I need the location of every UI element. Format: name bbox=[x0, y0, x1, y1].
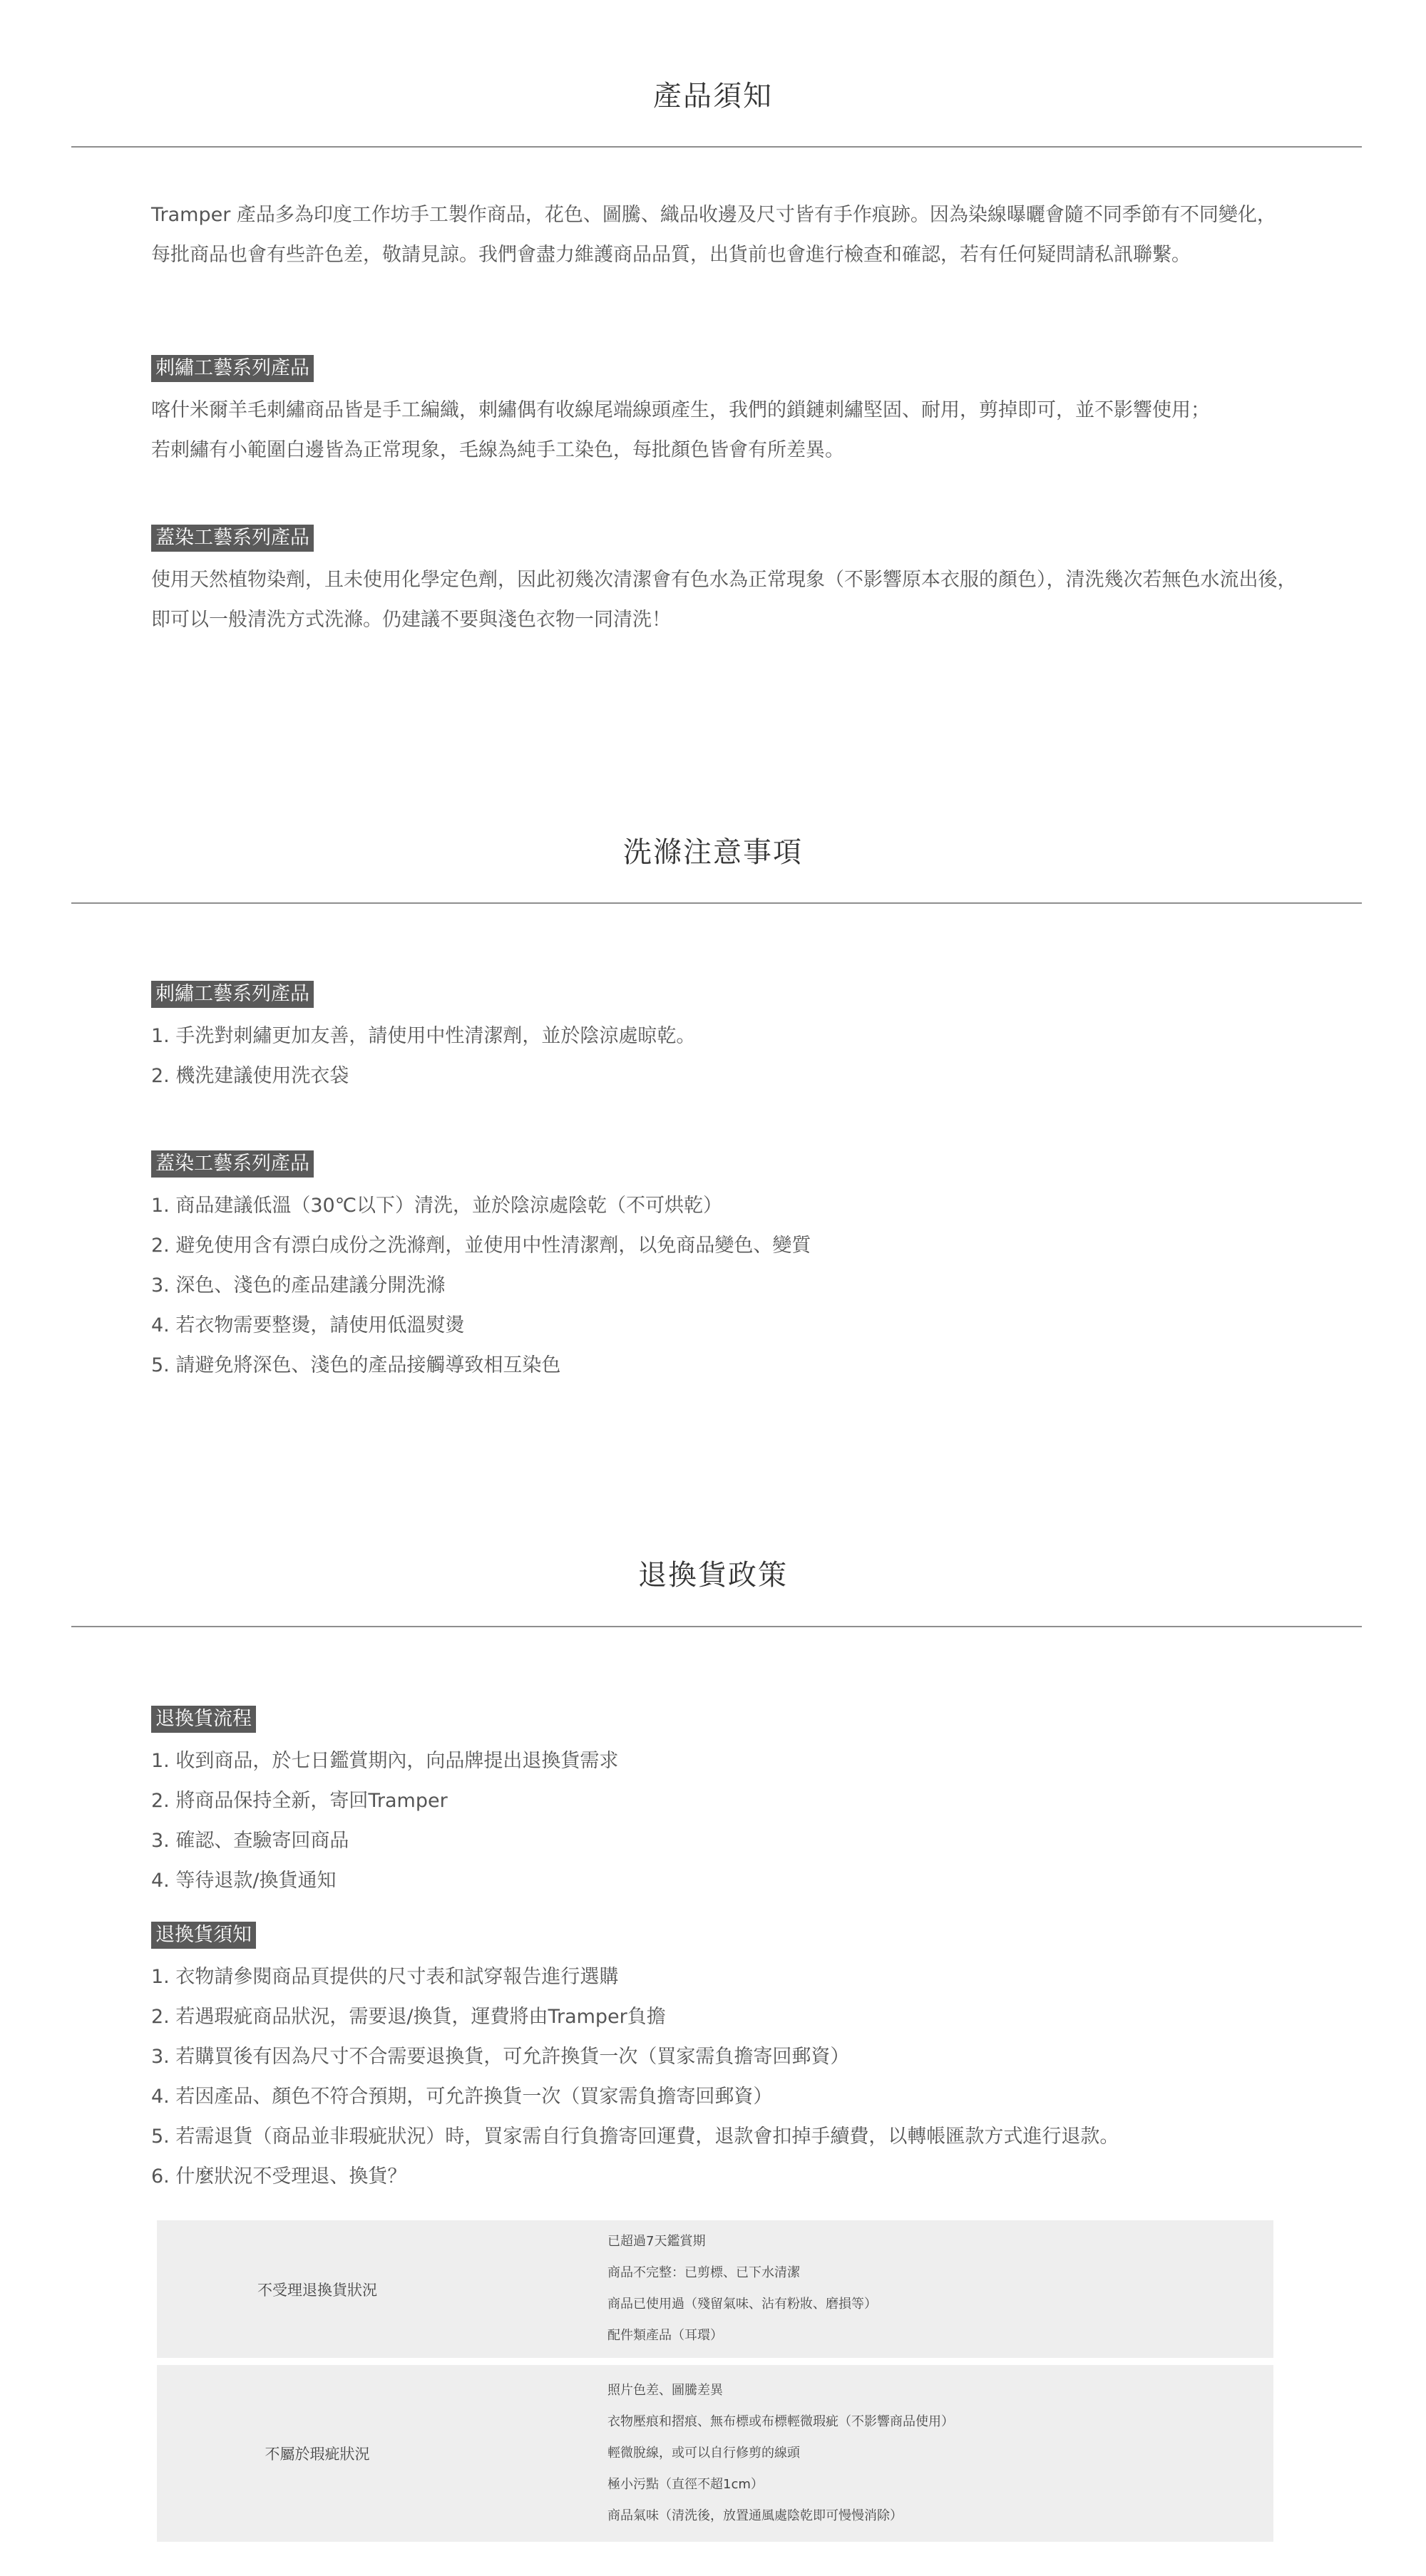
category-tag-return-process: 退換貨流程 bbox=[151, 1706, 256, 1733]
section-title-product-notice: 產品須知 bbox=[653, 80, 773, 113]
dye-notice-line: 即可以一般清洗方式洗滌。仍建議不要與淺色衣物一同清洗！ bbox=[151, 609, 671, 631]
table-cell-item: 商品不完整：已剪標、已下水清潔 bbox=[607, 2265, 800, 2280]
list-item: 1. 衣物請參閱商品頁提供的尺寸表和試穿報告進行選購 bbox=[151, 1966, 619, 1988]
table-cell-item: 照片色差、圖騰差異 bbox=[607, 2383, 723, 2398]
intro-line: Tramper 產品多為印度工作坊手工製作商品，花色、圖騰、織品收邊及尺寸皆有手作痕跡。因為染線曝曬會隨不同季節有不同變化， bbox=[151, 204, 1276, 226]
intro-line: 每批商品也會有些許色差，敬請見諒。我們會盡力維護商品品質，出貨前也會進行檢查和確認，若有任何疑問請私訊聯繫。 bbox=[151, 244, 1191, 266]
washing-dye-block bbox=[151, 1150, 1356, 1386]
section-title-washing: 洗滌注意事項 bbox=[623, 836, 803, 869]
returns-section bbox=[0, 1554, 1426, 1597]
product-notice-intro bbox=[151, 195, 1356, 275]
category-tag-embroidery: 刺繡工藝系列產品 bbox=[151, 981, 314, 1008]
category-tag-dye: 蓋染工藝系列產品 bbox=[151, 1150, 314, 1178]
list-item: 2. 若遇瑕疵商品狀況，需要退/換貨，運費將由Tramper負擔 bbox=[151, 2006, 666, 2028]
table-cell-item: 極小污點（直徑不超1cm） bbox=[607, 2477, 764, 2492]
list-item: 3. 深色、淺色的產品建議分開洗滌 bbox=[151, 1274, 446, 1297]
return-policy-table bbox=[157, 2220, 1273, 2542]
list-item: 5. 請避免將深色、淺色的產品接觸導致相互染色 bbox=[151, 1354, 561, 1376]
list-item: 1. 收到商品，於七日鑑賞期內，向品牌提出退換貨需求 bbox=[151, 1750, 619, 1772]
table-row bbox=[157, 2220, 1273, 2358]
list-item: 4. 等待退款/換貨通知 bbox=[151, 1870, 337, 1892]
dye-notice-block bbox=[151, 525, 1356, 640]
list-item: 3. 確認、查驗寄回商品 bbox=[151, 1830, 349, 1852]
list-item: 5. 若需退貨（商品並非瑕疵狀況）時，買家需自行負擔寄回運費，退款會扣掉手續費，以轉帳匯款方式進行退款。 bbox=[151, 2126, 1119, 2148]
section-divider bbox=[71, 902, 1362, 904]
category-tag-dye: 蓋染工藝系列產品 bbox=[151, 525, 314, 552]
list-item: 2. 避免使用含有漂白成份之洗滌劑，並使用中性清潔劑，以免商品變色、變質 bbox=[151, 1235, 811, 1257]
list-item: 4. 若衣物需要整燙，請使用低溫熨燙 bbox=[151, 1314, 465, 1336]
category-tag-embroidery: 刺繡工藝系列產品 bbox=[151, 355, 314, 382]
table-cell-item: 商品已使用過（殘留氣味、沾有粉妝、磨損等） bbox=[607, 2297, 877, 2312]
section-divider bbox=[71, 146, 1362, 148]
list-item: 1. 商品建議低溫（30℃以下）清洗，並於陰涼處陰乾（不可烘乾） bbox=[151, 1195, 723, 1217]
list-item: 1. 手洗對刺繡更加友善，請使用中性清潔劑，並於陰涼處晾乾。 bbox=[151, 1025, 696, 1047]
table-cell-item: 商品氣味（清洗後，放置通風處陰乾即可慢慢消除） bbox=[607, 2508, 903, 2523]
embroidery-notice-line: 喀什米爾羊毛刺繡商品皆是手工編織，刺繡偶有收線尾端線頭產生，我們的鎖鏈刺繡堅固、耐用，剪掉即可，並不影響使用； bbox=[151, 399, 1210, 421]
list-item: 2. 機洗建議使用洗衣袋 bbox=[151, 1065, 349, 1087]
table-cell-item: 已超過7天鑑賞期 bbox=[607, 2234, 706, 2249]
list-item: 4. 若因產品、顏色不符合預期，可允許換貨一次（買家需負擔寄回郵資） bbox=[151, 2086, 773, 2108]
returns-notice-block bbox=[151, 1922, 1356, 2197]
washing-embroidery-block bbox=[151, 981, 1356, 1096]
washing-section bbox=[0, 831, 1426, 874]
embroidery-notice-line: 若刺繡有小範圍白邊皆為正常現象，毛線為純手工染色，每批顏色皆會有所差異。 bbox=[151, 439, 844, 461]
product-notice-section bbox=[0, 75, 1426, 118]
table-cell-item: 衣物壓痕和摺痕、無布標或布標輕微瑕疵（不影響商品使用） bbox=[607, 2414, 954, 2429]
section-divider bbox=[71, 1626, 1362, 1627]
table-row bbox=[157, 2365, 1273, 2542]
list-item: 3. 若購買後有因為尺寸不合需要退換貨，可允許換貨一次（買家需負擔寄回郵資） bbox=[151, 2046, 850, 2068]
table-row-label: 不受理退換貨狀況 bbox=[257, 2281, 377, 2299]
table-cell-item: 配件類產品（耳環） bbox=[607, 2328, 723, 2343]
list-item: 6. 什麼狀況不受理退、換貨？ bbox=[151, 2165, 407, 2188]
category-tag-return-notice: 退換貨須知 bbox=[151, 1922, 256, 1949]
returns-process-block bbox=[151, 1706, 1356, 1901]
list-item: 2. 將商品保持全新，寄回Tramper bbox=[151, 1790, 448, 1812]
table-row-label: 不屬於瑕疵狀況 bbox=[265, 2446, 370, 2463]
dye-notice-line: 使用天然植物染劑，且未使用化學定色劑，因此初幾次清潔會有色水為正常現象（不影響原本衣服的顏色），清洗幾次若無色水流出後， bbox=[151, 569, 1297, 591]
table-cell-item: 輕微脫線，或可以自行修剪的線頭 bbox=[607, 2446, 800, 2461]
section-title-returns: 退換貨政策 bbox=[638, 1559, 788, 1592]
embroidery-notice-block bbox=[151, 355, 1356, 470]
